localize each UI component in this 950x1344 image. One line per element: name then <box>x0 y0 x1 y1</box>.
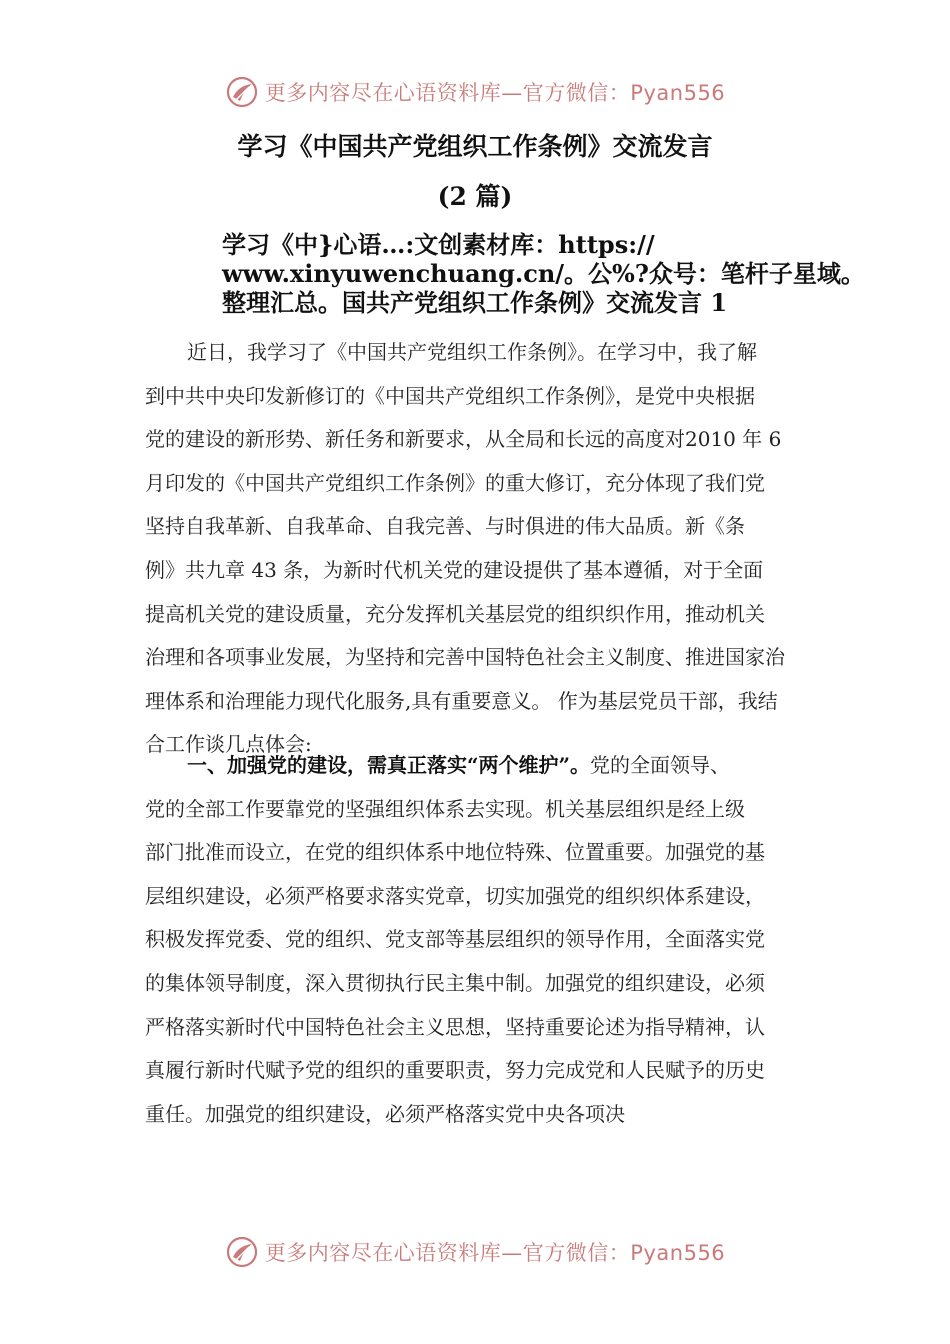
text-line: 党的建设的新形势、新任务和新要求，从全局和长远的高度对2010 年 6 <box>145 427 782 452</box>
text-line <box>145 744 815 788</box>
text-line: 坚持自我革新、自我革命、自我完善、与时俱进的伟大品质。新《条 <box>145 514 745 539</box>
text-run: 党的全面领导、 <box>590 753 731 777</box>
brand-logo-icon <box>225 75 259 109</box>
text-line: 治理和各项事业发展，为坚持和完善中国特色社会主义制度、推进国家治 <box>145 645 785 670</box>
section-heading <box>222 230 865 317</box>
text-line: 的集体领导制度，深入贯彻执行民主集中制。加强党的组织建设，必须 <box>145 970 765 995</box>
footer-banner-text: 更多内容尽在心语资料库—官方微信：Pyan556 <box>264 1241 726 1265</box>
section-heading-line: www.xinyuwenchuang.cn/。公%?众号：笔杆子星域。 <box>222 259 865 288</box>
section-heading-line: 学习《中}心语…:文创素材库：https:// <box>222 230 655 259</box>
point-heading: 一、加强党的建设，需真正落实“两个维护”。 <box>187 753 591 777</box>
text-line: 理体系和治理能力现代化服务,具有重要意义。 作为基层党员干部，我结 <box>145 688 778 713</box>
text-line: 积极发挥党委、党的组织、党支部等基层组织的领导作用，全面落实党 <box>145 927 765 952</box>
text-line: 重任。加强党的组织建设，必须严格落实党中央各项决 <box>145 1101 625 1126</box>
text-line: 近日，我学习了《中国共产党组织工作条例》。在学习中，我了解 <box>187 340 757 364</box>
text-line: 提高机关党的建设质量，充分发挥机关基层党的组织织作用，推动机关 <box>145 601 765 626</box>
brand-logo-icon <box>225 1235 259 1269</box>
document-title-count: (2 篇) <box>437 182 513 211</box>
text-line: 月印发的《中国共产党组织工作条例》的重大修订，充分体现了我们党 <box>145 470 765 495</box>
document-title: 学习《中国共产党组织工作条例》交流发言 <box>237 132 713 161</box>
text-line: 党的全部工作要靠党的坚强组织体系去实现。机关基层组织是经上级 <box>145 796 745 821</box>
text-line: 例》共九章 43 条，为新时代机关党的建设提供了基本遵循，对于全面 <box>145 557 764 582</box>
text-line: 到中共中央印发新修订的《中国共产党组织工作条例》，是党中央根据 <box>145 383 755 408</box>
header-banner <box>0 72 950 112</box>
text-line: 真履行新时代赋予党的组织的重要职责，努力完成党和人民赋予的历史 <box>145 1058 765 1083</box>
footer-banner <box>0 1232 950 1272</box>
text-line: 严格落实新时代中国特色社会主义思想，坚持重要论述为指导精神，认 <box>145 1014 765 1039</box>
paragraph-point-one <box>145 744 815 1136</box>
header-banner-text: 更多内容尽在心语资料库—官方微信：Pyan556 <box>264 81 726 105</box>
text-line: 层组织建设，必须严格要求落实党章，切实加强党的组织织体系建设， <box>145 883 765 908</box>
section-heading-line: 整理汇总。国共产党组织工作条例》交流发言 1 <box>222 288 728 317</box>
paragraph-intro <box>145 331 815 767</box>
text-line: 合工作谈几点体会: <box>145 732 312 757</box>
text-line: 部门批准而设立，在党的组织体系中地位特殊、位置重要。加强党的基 <box>145 840 765 865</box>
